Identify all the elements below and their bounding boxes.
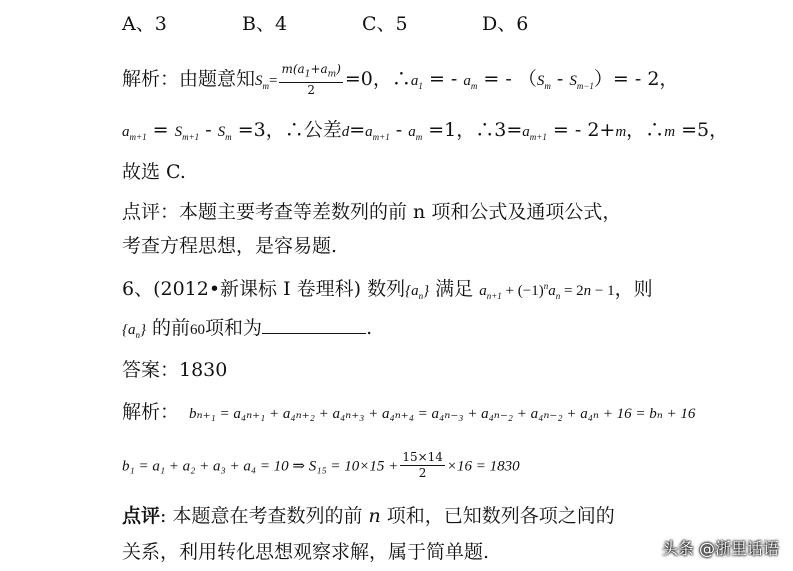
q6-answer: 答案：1830 [122, 359, 228, 381]
formula-fraction: $\frac{m(a_1+a_m)}{2}$ [281, 62, 341, 98]
choice-d: D、6 [482, 13, 529, 35]
sum-formula-left: b₁ = a₁ + a₂ + a₃ + a₄ = 10 ⇒ S₁₅ = 10×15 + [122, 458, 399, 475]
answer-blank [262, 317, 366, 334]
choice-b: B、4 [242, 13, 288, 35]
q6-comment-line1: 点评: 本题意在考查数列的前 n 项和，已知数列各项之间的 [122, 505, 615, 527]
watermark: 头条 @浙里话语 [661, 539, 779, 558]
q5-conclusion: 故选 C. [122, 161, 186, 183]
q5-analysis-line2: $a_{m+1} = S_{m+1} - S_m =3$，∴公差$d=a_{m+1} - a_m =1$，$\therefore 3=a_{m+1}$ = - 2+m，∴m =5， [122, 119, 729, 142]
sum-fraction: $\frac{15\times 14}{2}$ [402, 450, 443, 480]
q6-analysis-line1: 解析： bₙ₊₁ = a₄ₙ₊₁ + a₄ₙ₊₂ + a₄ₙ₊₃ + a₄ₙ₊₄ = a₄ₙ₋₃ + a₄ₙ₋₂ + a₄ₙ₋₂ + a₄ₙ + 16 = bₙ + 16 [122, 401, 696, 423]
q6-comment-line2: 关系，利用转化思想观察求解，属于简单题. [122, 541, 490, 563]
formula-sm: $S_m$ [255, 73, 270, 92]
sum-formula-right: ×16 = 1830 [446, 458, 520, 475]
q5-comment-line2: 考查方程思想，是容易题. [122, 235, 338, 257]
q5-comment-line1: 点评：本题主要考查等差数列的前 n 项和公式及通项公式， [122, 201, 622, 223]
q6-stem-line2: $\{a_n\}$ 的前60项和为 . [122, 317, 373, 340]
q6-analysis-line2 [122, 450, 520, 481]
choice-a: A、3 [122, 13, 167, 35]
q6-stem: 6、(2012•新课标 I 卷理科) 数列$\{a_n\}$ 满足 $a_{n+1} + (-1)^na_n = 2n - 1$，则 [122, 278, 653, 301]
q5-analysis-line1: 解析：由题意知$S_m=$ $\frac{m(a_1+a_m)}{2}$ =0，$\therefore a_1$ = - $a_m$ = - $(S_m - S_{m-1})= - 2$， [122, 62, 679, 98]
choice-c: C、5 [362, 13, 408, 35]
recurrence-formula: bₙ₊₁ = a₄ₙ₊₁ + a₄ₙ₊₂ + a₄ₙ₊₃ + a₄ₙ₊₄ = a₄ₙ₋₃ + a₄ₙ₋₂ + a₄ₙ₋₂ + a₄ₙ + 16 = bₙ + 16 [189, 406, 696, 422]
analysis-label: 解析：由题意知 [122, 68, 256, 91]
answer-choices [122, 12, 602, 36]
